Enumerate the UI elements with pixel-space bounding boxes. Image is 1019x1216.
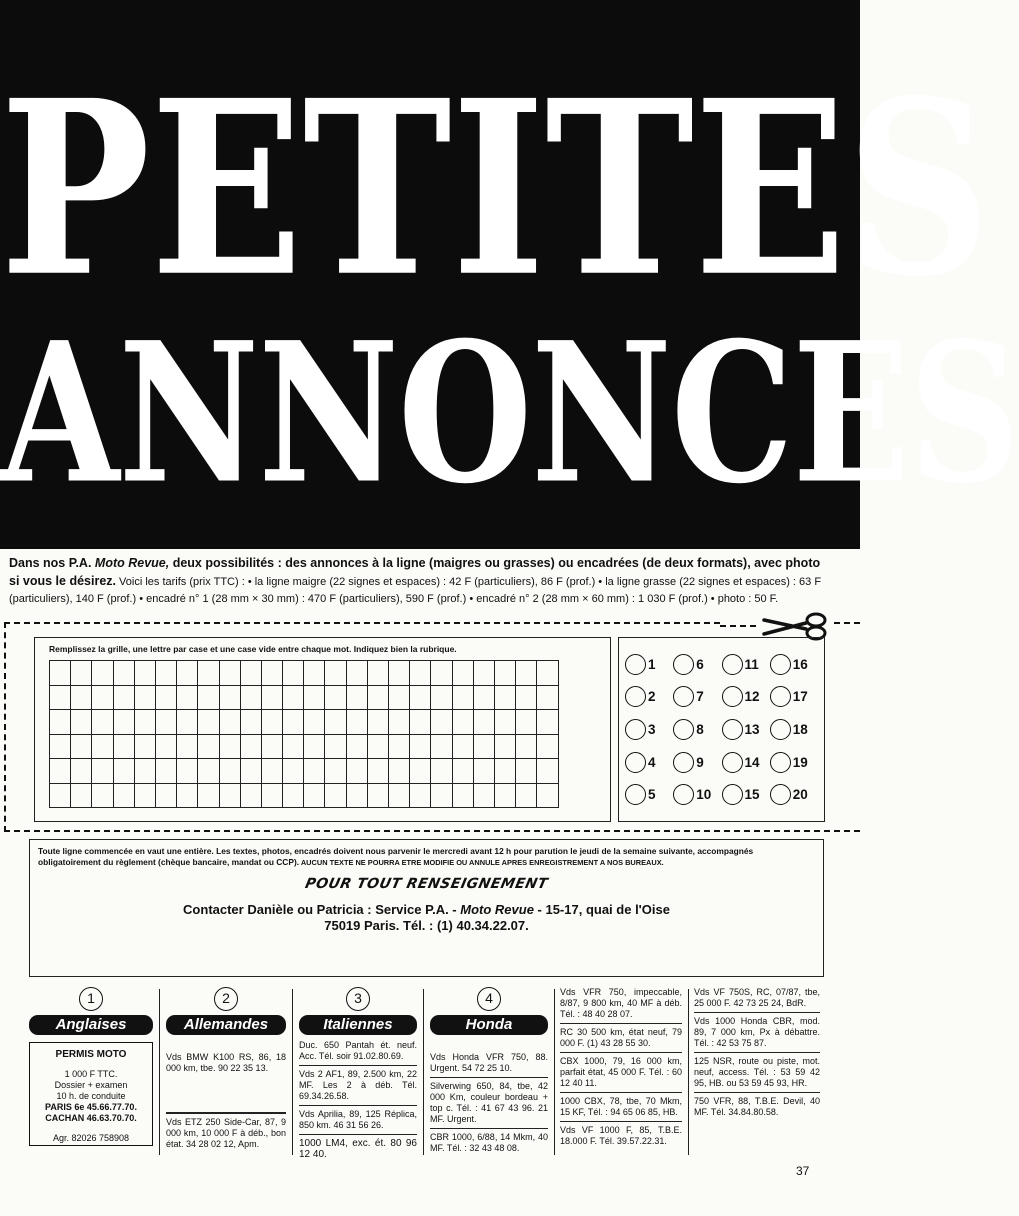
radio-circle-icon[interactable] xyxy=(673,686,694,707)
letter-cell[interactable] xyxy=(156,710,177,735)
letter-cell[interactable] xyxy=(198,759,219,784)
radio-circle-icon[interactable] xyxy=(722,752,743,773)
rubrique-number: 18 xyxy=(792,721,808,737)
rubrique-option[interactable] xyxy=(625,648,673,681)
rubrique-selector xyxy=(618,637,825,822)
radio-circle-icon[interactable] xyxy=(722,654,743,675)
classified-columns xyxy=(29,987,824,1160)
letter-cell[interactable] xyxy=(495,784,516,809)
letter-cell[interactable] xyxy=(198,784,219,809)
rubrique-number: 16 xyxy=(792,656,808,672)
rubrique-option[interactable] xyxy=(625,778,673,811)
letter-cell[interactable] xyxy=(516,686,537,711)
letter-cell[interactable] xyxy=(516,661,537,686)
column-allemandes xyxy=(166,987,286,1157)
letter-cell[interactable] xyxy=(114,686,135,711)
rubrique-number: 17 xyxy=(792,689,808,705)
rubrique-number: 14 xyxy=(744,754,760,770)
category-number: 3 xyxy=(346,987,370,1011)
letter-cell[interactable] xyxy=(325,759,346,784)
letter-cell[interactable] xyxy=(347,710,368,735)
column-honda-continued-2 xyxy=(694,987,820,1157)
rubrique-option[interactable] xyxy=(625,713,673,746)
letter-cell[interactable] xyxy=(304,735,325,760)
title-banner xyxy=(0,0,1019,549)
order-coupon xyxy=(4,622,860,832)
column-divider xyxy=(292,989,293,1155)
list-item: Vds ETZ 250 Side-Car, 87, 9 000 km, 10 000 F à déb., bon état. 34 28 02 12, Apm. xyxy=(166,1113,286,1153)
rubrique-number: 10 xyxy=(696,787,712,803)
rubrique-number: 6 xyxy=(696,656,704,672)
rubrique-option[interactable] xyxy=(673,681,721,714)
letter-cell[interactable] xyxy=(92,686,113,711)
rubrique-option[interactable] xyxy=(625,681,673,714)
letter-cell[interactable] xyxy=(114,710,135,735)
letter-cell[interactable] xyxy=(198,686,219,711)
letter-cell[interactable] xyxy=(135,686,156,711)
letter-cell[interactable] xyxy=(71,661,92,686)
list-item: Vds 2 AF1, 89, 2.500 km, 22 MF. Les 2 à déb. Tél. 69.34.26.58. xyxy=(299,1066,417,1106)
letter-cell[interactable] xyxy=(114,784,135,809)
letter-cell[interactable] xyxy=(410,759,431,784)
list-item: Vds VFR 750, impeccable, 8/87, 9 800 km, 40 MF à déb. Tél. : 48 40 28 07. xyxy=(560,987,682,1024)
rubrique-number: 3 xyxy=(648,721,656,737)
letter-cell[interactable] xyxy=(156,661,177,686)
letter-cell[interactable] xyxy=(198,710,219,735)
intro-paragraph xyxy=(9,555,829,608)
category-number: 4 xyxy=(477,987,501,1011)
letter-cell[interactable] xyxy=(241,710,262,735)
letter-cell[interactable] xyxy=(410,686,431,711)
rubrique-number: 9 xyxy=(696,754,704,770)
letter-cell[interactable] xyxy=(474,759,495,784)
radio-circle-icon[interactable] xyxy=(770,784,791,805)
letter-cell[interactable] xyxy=(537,686,558,711)
letter-cell[interactable] xyxy=(220,686,241,711)
rubrique-option[interactable] xyxy=(770,713,818,746)
letter-cell[interactable] xyxy=(283,686,304,711)
notice-box xyxy=(29,839,824,977)
letter-cell[interactable] xyxy=(50,710,71,735)
letter-cell[interactable] xyxy=(495,735,516,760)
letter-cell[interactable] xyxy=(71,686,92,711)
letter-cell[interactable] xyxy=(50,784,71,809)
letter-cell[interactable] xyxy=(431,784,452,809)
letter-cell[interactable] xyxy=(156,686,177,711)
letter-cell[interactable] xyxy=(389,710,410,735)
radio-circle-icon[interactable] xyxy=(673,752,694,773)
radio-circle-icon[interactable] xyxy=(770,719,791,740)
column-divider xyxy=(554,989,555,1155)
rubrique-option[interactable] xyxy=(625,746,673,779)
radio-circle-icon[interactable] xyxy=(625,719,646,740)
letter-cell[interactable] xyxy=(474,661,495,686)
list-item: Silverwing 650, 84, tbe, 42 000 Km, couleur bordeau + top c. Tél. : 41 67 43 96. 21 MF. Urgent. xyxy=(430,1078,548,1129)
letter-cell[interactable] xyxy=(347,735,368,760)
column-divider xyxy=(159,989,160,1155)
letter-cell[interactable] xyxy=(92,661,113,686)
rubrique-number: 7 xyxy=(696,689,704,705)
rubrique-option[interactable] xyxy=(722,778,770,811)
notice-rules: Toute ligne commencée en vaut une entière. Les textes, photos, encadrés doivent nous parvenir le mercredi avant 12 h pour parution le jeudi de la semaine suivante, accompagnés obligatoirement du règlement (chèque bancaire, mandat ou CCP). AUCUN TEXTE NE POURRA ETRE MODIFIE OU ANNULE APRES ENREGISTREMENT A NOS BUREAUX. xyxy=(38,846,754,867)
letter-cell[interactable] xyxy=(368,784,389,809)
list-item: Vds Honda VFR 750, 88. Urgent. 54 72 25 10. xyxy=(430,1049,548,1078)
letter-cell[interactable] xyxy=(304,784,325,809)
letter-cell[interactable] xyxy=(453,735,474,760)
letter-cell[interactable] xyxy=(495,759,516,784)
letter-cell[interactable] xyxy=(453,784,474,809)
letter-cell[interactable] xyxy=(516,784,537,809)
radio-circle-icon[interactable] xyxy=(722,784,743,805)
letter-cell[interactable] xyxy=(71,710,92,735)
letter-cell[interactable] xyxy=(262,784,283,809)
letter-cell[interactable] xyxy=(431,661,452,686)
letter-cell[interactable] xyxy=(71,759,92,784)
page-number: 37 xyxy=(796,1164,810,1178)
category-header xyxy=(166,987,286,1035)
intro-tarifs: Voici les tarifs (prix TTC) : • la ligne maigre (22 signes et espaces) : 42 F (particuliers), 86 F (prof.) • la ligne grasse (22 signes et espaces) : 63 F (particuliers), 140 F (prof.) • encadré n° 1 (28 mm × 30 mm) : 470 F (particuliers), 590 F (prof.) • encadré n° 2 (28 mm × 60 mm) : 1 030 F (prof.) • photo : 50 F. xyxy=(9,576,822,605)
letter-cell[interactable] xyxy=(516,759,537,784)
letter-grid xyxy=(49,660,559,808)
letter-cell[interactable] xyxy=(283,759,304,784)
rubrique-number: 1 xyxy=(648,656,656,672)
letter-cell[interactable] xyxy=(304,686,325,711)
letter-cell[interactable] xyxy=(304,661,325,686)
letter-cell[interactable] xyxy=(71,784,92,809)
letter-cell[interactable] xyxy=(368,759,389,784)
list-item: RC 30 500 km, état neuf, 79 000 F. (1) 43 28 55 30. xyxy=(560,1024,682,1053)
letter-cell[interactable] xyxy=(389,784,410,809)
letter-cell[interactable] xyxy=(537,784,558,809)
letter-cell[interactable] xyxy=(495,661,516,686)
letter-cell[interactable] xyxy=(262,759,283,784)
letter-cell[interactable] xyxy=(537,661,558,686)
letter-cell[interactable] xyxy=(262,686,283,711)
radio-circle-icon[interactable] xyxy=(673,719,694,740)
letter-cell[interactable] xyxy=(431,759,452,784)
list-item: 750 VFR, 88, T.B.E. Devil, 40 MF. Tél. 34.84.80.58. xyxy=(694,1096,820,1117)
contact-info: Contacter Danièle ou Patricia : Service P.A. - Moto Revue - 15-17, quai de l'Oise 75019 Paris. Tél. : (1) 40.34.22.07. xyxy=(183,902,670,933)
category-number: 2 xyxy=(214,987,238,1011)
column-divider xyxy=(688,989,689,1155)
category-label: Italiennes xyxy=(299,1015,417,1035)
letter-cell[interactable] xyxy=(368,710,389,735)
letter-cell[interactable] xyxy=(241,686,262,711)
rubrique-option[interactable] xyxy=(673,713,721,746)
letter-cell[interactable] xyxy=(283,661,304,686)
letter-cell[interactable] xyxy=(389,661,410,686)
letter-cell[interactable] xyxy=(135,710,156,735)
radio-circle-icon[interactable] xyxy=(770,752,791,773)
category-label: Anglaises xyxy=(29,1015,153,1035)
radio-circle-icon[interactable] xyxy=(673,654,694,675)
column-honda xyxy=(430,987,548,1157)
letter-cell[interactable] xyxy=(389,686,410,711)
rubrique-option[interactable] xyxy=(673,746,721,779)
letter-cell[interactable] xyxy=(431,710,452,735)
rubrique-number: 19 xyxy=(792,754,808,770)
handwritten-heading: POUR TOUT RENSEIGNEMENT xyxy=(303,876,550,892)
letter-cell[interactable] xyxy=(114,661,135,686)
radio-circle-icon[interactable] xyxy=(625,752,646,773)
letter-cell[interactable] xyxy=(241,759,262,784)
letter-cell[interactable] xyxy=(347,661,368,686)
letter-cell[interactable] xyxy=(283,735,304,760)
title-line-annonces: ANNONCES xyxy=(0,300,1019,527)
list-item: 1000 LM4, exc. ét. 80 96 12 40. xyxy=(299,1138,417,1160)
rubrique-number: 4 xyxy=(648,754,656,770)
letter-cell[interactable] xyxy=(50,735,71,760)
list-item: CBX 1000, 79, 16 000 km, parfait état, 45 000 F. Tél. : 60 12 40 11. xyxy=(560,1053,682,1093)
category-header xyxy=(430,987,548,1035)
title-line-petites: PETITES xyxy=(0,48,991,331)
letter-cell[interactable] xyxy=(220,759,241,784)
letter-cell[interactable] xyxy=(347,759,368,784)
letter-cell[interactable] xyxy=(495,710,516,735)
rubrique-number: 12 xyxy=(744,689,760,705)
rubrique-number: 11 xyxy=(744,656,759,672)
rubrique-option[interactable] xyxy=(770,778,818,811)
column-anglaises xyxy=(29,987,153,1157)
letter-cell[interactable] xyxy=(220,784,241,809)
letter-cell[interactable] xyxy=(177,661,198,686)
letter-cell[interactable] xyxy=(368,686,389,711)
letter-cell[interactable] xyxy=(114,735,135,760)
letter-cell[interactable] xyxy=(474,710,495,735)
radio-circle-icon[interactable] xyxy=(722,686,743,707)
list-item: Vds VF 750S, RC, 07/87, tbe, 25 000 F. 42 73 25 24, BdR. xyxy=(694,987,820,1013)
permis-moto-ad: PERMIS MOTO 1 000 F TTC. Dossier + examen 10 h. de conduite PARIS 6e 45.66.77.70. CACHAN 46.63.70.70. Agr. 82026 758908 xyxy=(29,1042,153,1146)
grid-instruction: Remplissez la grille, une lettre par case et une case vide entre chaque mot. Indiquez bien la rubrique. xyxy=(49,644,457,654)
letter-cell[interactable] xyxy=(135,784,156,809)
letter-cell[interactable] xyxy=(389,735,410,760)
letter-cell[interactable] xyxy=(325,784,346,809)
letter-cell[interactable] xyxy=(304,759,325,784)
letter-cell[interactable] xyxy=(325,661,346,686)
letter-cell[interactable] xyxy=(283,784,304,809)
letter-cell[interactable] xyxy=(241,661,262,686)
letter-cell[interactable] xyxy=(156,784,177,809)
letter-cell[interactable] xyxy=(177,759,198,784)
letter-cell[interactable] xyxy=(241,735,262,760)
letter-cell[interactable] xyxy=(389,759,410,784)
letter-cell[interactable] xyxy=(516,735,537,760)
list-item: 125 NSR, route ou piste, mot. neuf, access. Tél. : 53 59 42 95, HB. ou 53 59 45 93, HR. xyxy=(694,1053,820,1093)
letter-cell[interactable] xyxy=(325,710,346,735)
letter-cell[interactable] xyxy=(135,661,156,686)
letter-cell[interactable] xyxy=(92,710,113,735)
rubrique-option[interactable] xyxy=(770,746,818,779)
letter-cell[interactable] xyxy=(198,661,219,686)
rubrique-number: 13 xyxy=(744,721,760,737)
letter-cell[interactable] xyxy=(135,759,156,784)
letter-cell[interactable] xyxy=(92,784,113,809)
letter-cell[interactable] xyxy=(220,661,241,686)
rubrique-number: 2 xyxy=(648,689,656,705)
radio-circle-icon[interactable] xyxy=(673,784,694,805)
letter-cell[interactable] xyxy=(262,735,283,760)
letter-cell[interactable] xyxy=(368,735,389,760)
list-item: Duc. 650 Pantah ét. neuf. Acc. Tél. soir 91.02.80.69. xyxy=(299,1037,417,1066)
letter-cell[interactable] xyxy=(474,735,495,760)
rubrique-number: 15 xyxy=(744,787,760,803)
letter-cell[interactable] xyxy=(50,661,71,686)
list-item: CBR 1000, 6/88, 14 Mkm, 40 MF. Tél. : 32 43 48 08. xyxy=(430,1132,548,1153)
list-item: 1000 CBX, 78, tbe, 70 Mkm, 15 KF, Tél. : 94 65 06 85, HB. xyxy=(560,1093,682,1122)
column-italiennes xyxy=(299,987,417,1160)
letter-cell[interactable] xyxy=(431,735,452,760)
letter-cell[interactable] xyxy=(325,686,346,711)
radio-circle-icon[interactable] xyxy=(770,686,791,707)
radio-circle-icon[interactable] xyxy=(625,784,646,805)
column-divider xyxy=(423,989,424,1155)
letter-cell[interactable] xyxy=(410,735,431,760)
radio-circle-icon[interactable] xyxy=(625,654,646,675)
letter-cell[interactable] xyxy=(177,710,198,735)
category-header xyxy=(29,987,153,1035)
rubrique-number: 20 xyxy=(792,787,808,803)
letter-cell[interactable] xyxy=(220,710,241,735)
list-item: Vds Aprilia, 89, 125 Réplica, 850 km. 46 31 56 26. xyxy=(299,1106,417,1135)
letter-cell[interactable] xyxy=(410,661,431,686)
letter-cell[interactable] xyxy=(410,710,431,735)
letter-cell[interactable] xyxy=(453,661,474,686)
letter-cell[interactable] xyxy=(347,686,368,711)
letter-grid-box xyxy=(34,637,611,822)
letter-cell[interactable] xyxy=(241,784,262,809)
letter-cell[interactable] xyxy=(92,735,113,760)
letter-cell[interactable] xyxy=(177,735,198,760)
letter-cell[interactable] xyxy=(537,710,558,735)
letter-cell[interactable] xyxy=(516,710,537,735)
rubrique-option[interactable] xyxy=(722,648,770,681)
rubrique-option[interactable] xyxy=(673,648,721,681)
intro-lead: Dans nos P.A. Moto Revue, deux possibilités : des annonces à la ligne (maigres ou grasses) ou encadrées (de deux formats), avec photo si vous le désirez. xyxy=(9,556,821,588)
radio-circle-icon[interactable] xyxy=(770,654,791,675)
letter-cell[interactable] xyxy=(325,735,346,760)
letter-cell[interactable] xyxy=(304,710,325,735)
rubrique-option[interactable] xyxy=(722,713,770,746)
category-label: Allemandes xyxy=(166,1015,286,1035)
letter-cell[interactable] xyxy=(262,661,283,686)
letter-cell[interactable] xyxy=(368,661,389,686)
letter-cell[interactable] xyxy=(347,784,368,809)
list-item: Vds 1000 Honda CBR, mod. 89, 7 000 km, Px à débattre. Tél. : 42 53 75 87. xyxy=(694,1013,820,1053)
letter-cell[interactable] xyxy=(453,710,474,735)
letter-cell[interactable] xyxy=(156,735,177,760)
category-label: Honda xyxy=(430,1015,548,1035)
radio-circle-icon[interactable] xyxy=(625,686,646,707)
letter-cell[interactable] xyxy=(537,735,558,760)
radio-circle-icon[interactable] xyxy=(722,719,743,740)
letter-cell[interactable] xyxy=(495,686,516,711)
letter-cell[interactable] xyxy=(453,759,474,784)
letter-cell[interactable] xyxy=(220,735,241,760)
letter-cell[interactable] xyxy=(474,686,495,711)
letter-cell[interactable] xyxy=(453,686,474,711)
letter-cell[interactable] xyxy=(177,686,198,711)
letter-cell[interactable] xyxy=(50,759,71,784)
letter-cell[interactable] xyxy=(198,735,219,760)
rubrique-option[interactable] xyxy=(770,648,818,681)
rubrique-option[interactable] xyxy=(722,681,770,714)
letter-cell[interactable] xyxy=(135,735,156,760)
rubrique-number: 8 xyxy=(696,721,704,737)
letter-cell[interactable] xyxy=(114,759,135,784)
letter-cell[interactable] xyxy=(177,784,198,809)
letter-cell[interactable] xyxy=(474,784,495,809)
letter-cell[interactable] xyxy=(71,735,92,760)
category-header xyxy=(299,987,417,1035)
letter-cell[interactable] xyxy=(431,686,452,711)
letter-cell[interactable] xyxy=(283,710,304,735)
column-honda-continued xyxy=(560,987,682,1157)
rubrique-number: 5 xyxy=(648,787,656,803)
letter-cell[interactable] xyxy=(262,710,283,735)
list-item: Vds BMW K100 RS, 86, 18 000 km, tbe. 90 22 35 13. xyxy=(166,1049,286,1113)
category-number: 1 xyxy=(79,987,103,1011)
list-item: Vds VF 1000 F, 85, T.B.E. 18.000 F. Tél. 39.57.22.31. xyxy=(560,1125,682,1146)
letter-cell[interactable] xyxy=(537,759,558,784)
rubrique-option[interactable] xyxy=(770,681,818,714)
letter-cell[interactable] xyxy=(410,784,431,809)
rubrique-option[interactable] xyxy=(722,746,770,779)
rubrique-option[interactable] xyxy=(673,778,721,811)
letter-cell[interactable] xyxy=(92,759,113,784)
letter-cell[interactable] xyxy=(50,686,71,711)
letter-cell[interactable] xyxy=(156,759,177,784)
